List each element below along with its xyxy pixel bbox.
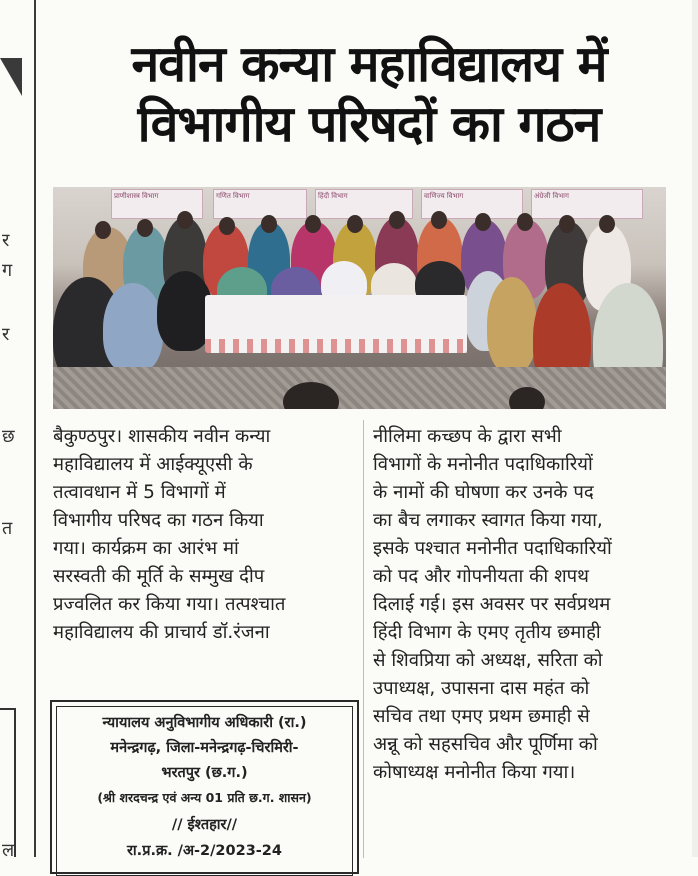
- column-divider: [34, 0, 36, 857]
- article-line: प्रज्वलित कर किया गया। तत्पश्चात: [53, 594, 286, 615]
- article-line: विभागीय परिषद का गठन किया: [53, 510, 264, 531]
- article-line: महाविद्यालय में आईक्यूएसी के: [53, 454, 253, 475]
- article-line: से शिवप्रिया को अध्यक्ष, सरिता को: [373, 650, 603, 671]
- headline-line-2: विभागीय परिषदों का गठन: [137, 95, 601, 153]
- article-line: कोषाध्यक्ष मनोनीत किया गया।: [373, 762, 576, 783]
- fragment-char: ल: [2, 840, 15, 857]
- left-column-fragment: [0, 0, 34, 857]
- article-line: का बैच लगाकर स्वागत किया गया,: [373, 510, 603, 531]
- article-line: सचिव तथा एमए प्रथम छमाही से: [373, 706, 590, 727]
- notice-line: रा.प्र.क्र. /अ-2/2023-24: [127, 843, 282, 859]
- fragment-char: छ: [2, 426, 15, 447]
- notice-line: भरतपुर (छ.ग.): [161, 765, 248, 781]
- photo-person: [103, 283, 163, 373]
- article-line: को पद और गोपनीयता की शपथ: [373, 566, 589, 587]
- column-rule: [363, 420, 364, 858]
- article-line: हिंदी विभाग के एमए तृतीय छमाही: [373, 622, 601, 643]
- photo-person: [487, 277, 537, 373]
- legal-notice-box: [50, 700, 359, 874]
- article-line: बैकुण्ठपुर। शासकीय नवीन कन्या: [53, 426, 271, 447]
- article-column-2: [373, 423, 668, 787]
- fragment-char: र: [2, 324, 10, 345]
- notice-line: न्यायालय अनुविभागीय अधिकारी (रा.): [102, 715, 307, 731]
- article-line: इसके पश्चात मनोनीत पदाधिकारियों: [373, 538, 612, 559]
- article-line: नीलिमा कच्छप के द्वारा सभी: [373, 426, 562, 447]
- article-line: तत्वावधान में 5 विभागों में: [53, 482, 226, 503]
- photo-banner: गणित विभाग: [213, 189, 307, 219]
- fragment-char: त: [2, 518, 13, 539]
- photo-banner: अंग्रेजी विभाग: [531, 189, 643, 219]
- article-line: के नामों की घोषणा कर उनके पद: [373, 482, 594, 503]
- article-line: दिलाई गई। इस अवसर पर सर्वप्रथम: [373, 594, 611, 615]
- article-line: उपाध्यक्ष, उपासना दास महंत को: [373, 678, 590, 699]
- fragment-char: र: [2, 230, 10, 251]
- fragment-char: ग: [2, 260, 13, 281]
- notice-line: // ईश्तहार//: [171, 817, 238, 833]
- arrow-marker-icon: [0, 58, 22, 96]
- photo-banner: प्राणीशास्त्र विभाग: [111, 189, 203, 219]
- notice-line: (श्री शरदचन्द्र एवं अन्य 01 प्रति छ.ग. शासन): [97, 790, 312, 805]
- photo-floor: [53, 367, 666, 409]
- article-line: गया। कार्यक्रम का आरंभ मां: [53, 538, 239, 559]
- article-line: महाविद्यालय की प्राचार्य डॉ.रंजना: [53, 622, 270, 643]
- left-box-fragment: [0, 708, 16, 857]
- photo-banner: हिंदी विभाग: [315, 189, 413, 219]
- news-photo: [53, 187, 666, 409]
- article-line: विभागों के मनोनीत पदाधिकारियों: [373, 454, 593, 475]
- notice-line: मनेन्द्रगढ़, जिला-मनेन्द्रगढ़-चिरमिरी-: [110, 740, 299, 756]
- photo-banner: वाणिज्य विभाग: [421, 189, 523, 219]
- article-line: सरस्वती की मूर्ति के सम्मुख दीप: [53, 566, 265, 587]
- article-column-1: [53, 423, 351, 647]
- headline-line-1: नवीन कन्या महाविद्यालय में: [131, 35, 607, 93]
- photo-table: [205, 295, 467, 353]
- article-line: अन्नू को सहसचिव और पूर्णिमा को: [373, 734, 598, 755]
- headline: [40, 34, 698, 154]
